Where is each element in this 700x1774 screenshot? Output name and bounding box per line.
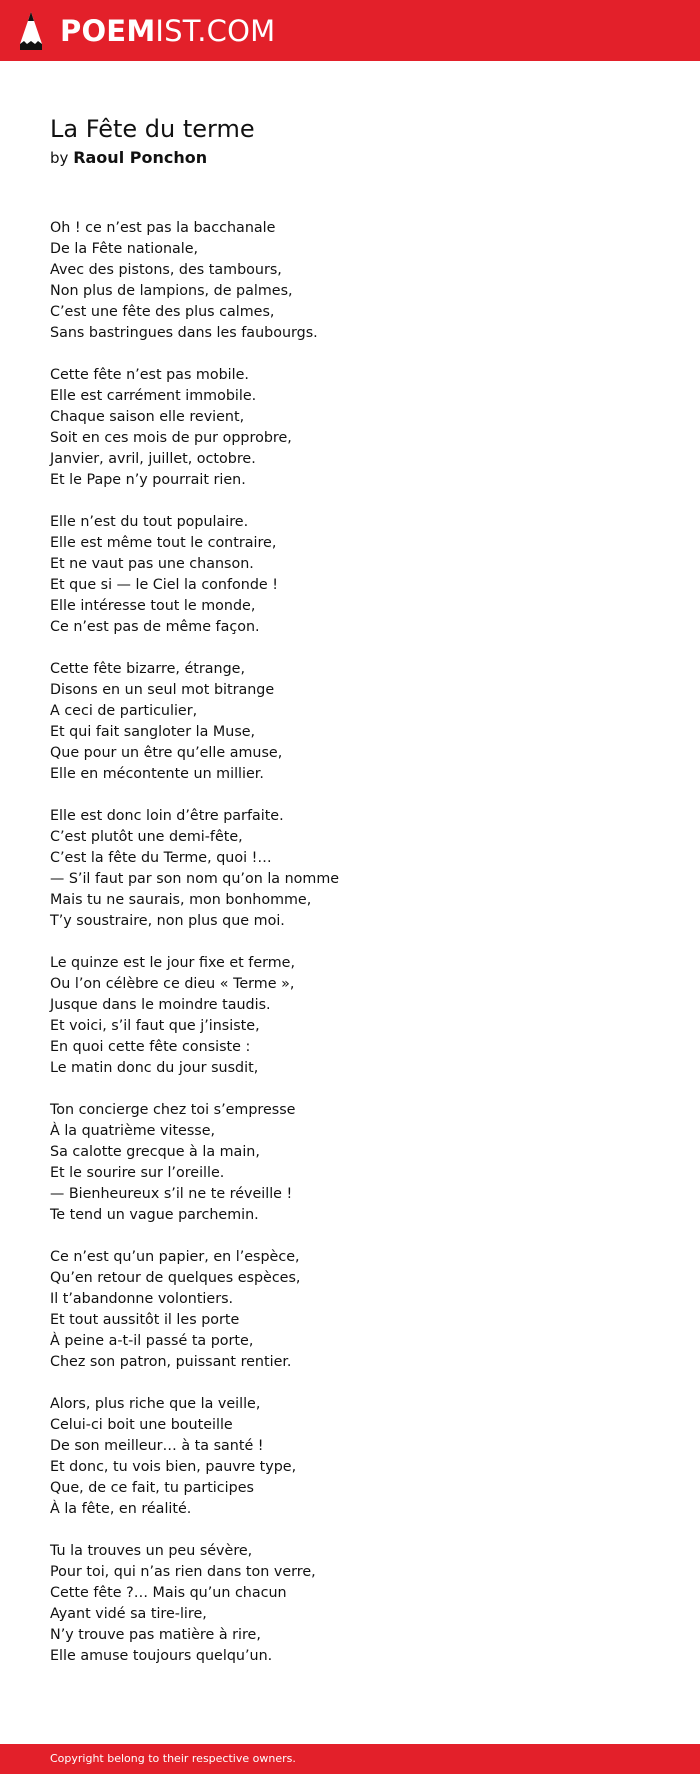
poem-stanza: [50, 365, 670, 491]
poem-title: La Fête du terme: [50, 115, 255, 143]
poem-line: — S’il faut par son nom qu’on la nomme: [50, 871, 340, 887]
poem-stanza: [50, 1541, 670, 1667]
poem-line: Mais tu ne saurais, mon bonhomme,: [50, 892, 312, 908]
poem-line: Elle intéresse tout le monde,: [50, 598, 256, 614]
copyright-notice: Copyright belong to their respective owners.: [50, 1752, 296, 1765]
poem-line: Ce n’est qu’un papier, en l’espèce,: [50, 1249, 300, 1265]
poem-line: C’est une fête des plus calmes,: [50, 304, 275, 320]
poem-line: C’est plutôt une demi-fête,: [50, 829, 243, 845]
byline-prefix: by: [50, 149, 69, 167]
poem-stanza: [50, 1100, 670, 1226]
poem-line: C’est la fête du Terme, quoi !…: [50, 850, 272, 866]
poem-line: Et ne vaut pas une chanson.: [50, 556, 254, 572]
poem-stanza: [50, 806, 670, 932]
poem-line: À la fête, en réalité.: [50, 1501, 192, 1517]
poem-line: Et qui fait sangloter la Muse,: [50, 724, 256, 740]
poem-line: En quoi cette fête consiste :: [50, 1039, 251, 1055]
logo-light-part: IST.COM: [155, 14, 276, 48]
logo-bold-part: POEM: [60, 14, 156, 48]
poem-line: Elle est carrément immobile.: [50, 388, 257, 404]
poem-line: Et le Pape n’y pourrait rien.: [50, 472, 246, 488]
poem-line: Soit en ces mois de pur opprobre,: [50, 430, 292, 446]
poem-line: À peine a-t-il passé ta porte,: [50, 1333, 254, 1349]
poem-line: N’y trouve pas matière à rire,: [50, 1627, 261, 1643]
poem-line: Cette fête bizarre, étrange,: [50, 661, 246, 677]
poem-stanza: [50, 218, 670, 344]
poem-line: Et que si — le Ciel la confonde !: [50, 577, 278, 593]
poem-line: Celui-ci boit une bouteille: [50, 1417, 233, 1433]
poem-line: Ce n’est pas de même façon.: [50, 619, 260, 635]
pencil-tip-icon: [18, 10, 44, 52]
poem-line: Avec des pistons, des tambours,: [50, 262, 282, 278]
poem-line: Disons en un seul mot bitrange: [50, 682, 275, 698]
poem-stanza: [50, 1247, 670, 1373]
site-logo-link[interactable]: [18, 10, 275, 52]
poem-line: De la Fête nationale,: [50, 241, 199, 257]
poem-line: Elle amuse toujours quelqu’un.: [50, 1648, 273, 1664]
poem-line: Que, de ce fait, tu participes: [50, 1480, 254, 1496]
poem-line: Non plus de lampions, de palmes,: [50, 283, 293, 299]
poem-line: Le quinze est le jour fixe et ferme,: [50, 955, 296, 971]
poem-line: De son meilleur… à ta santé !: [50, 1438, 264, 1454]
poem-line: Et tout aussitôt il les porte: [50, 1312, 240, 1328]
poem-line: Elle est donc loin d’être parfaite.: [50, 808, 284, 824]
poem-line: Oh ! ce n’est pas la bacchanale: [50, 220, 276, 236]
poem-line: Elle est même tout le contraire,: [50, 535, 277, 551]
poem-line: Sa calotte grecque à la main,: [50, 1144, 260, 1160]
poem-line: Janvier, avril, juillet, octobre.: [50, 451, 256, 467]
poem-line: Il t’abandonne volontiers.: [50, 1291, 234, 1307]
poem-line: Et voici, s’il faut que j’insiste,: [50, 1018, 260, 1034]
poem-line: Et le sourire sur l’oreille.: [50, 1165, 225, 1181]
poem-line: Pour toi, qui n’as rien dans ton verre,: [50, 1564, 316, 1580]
site-header: [0, 0, 700, 61]
poem-line: Te tend un vague parchemin.: [50, 1207, 259, 1223]
poem-line: Chaque saison elle revient,: [50, 409, 245, 425]
site-logo-text: [60, 10, 275, 52]
poem-line: Ou l’on célèbre ce dieu « Terme »,: [50, 976, 295, 992]
poem-stanza: [50, 1394, 670, 1520]
poem-line: — Bienheureux s’il ne te réveille !: [50, 1186, 293, 1202]
poem-line: Et donc, tu vois bien, pauvre type,: [50, 1459, 297, 1475]
poem-line: Ton concierge chez toi s’empresse: [50, 1102, 296, 1118]
poem-line: Sans bastringues dans les faubourgs.: [50, 325, 318, 341]
poem-line: Tu la trouves un peu sévère,: [50, 1543, 253, 1559]
poem-body: [50, 218, 670, 1688]
poem-line: Ayant vidé sa tire-lire,: [50, 1606, 207, 1622]
poem-line: À la quatrième vitesse,: [50, 1123, 216, 1139]
poem-stanza: [50, 659, 670, 785]
poem-line: Alors, plus riche que la veille,: [50, 1396, 261, 1412]
poem-line: A ceci de particulier,: [50, 703, 198, 719]
poem-stanza: [50, 512, 670, 638]
site-footer: [0, 1744, 700, 1774]
poem-line: Elle en mécontente un millier.: [50, 766, 264, 782]
poem-line: T’y soustraire, non plus que moi.: [50, 913, 285, 929]
poem-author: Raoul Ponchon: [73, 148, 208, 167]
poem-line: Le matin donc du jour susdit,: [50, 1060, 259, 1076]
poem-line: Cette fête ?… Mais qu’un chacun: [50, 1585, 287, 1601]
poem-line: Elle n’est du tout populaire.: [50, 514, 249, 530]
poem-line: Que pour un être qu’elle amuse,: [50, 745, 283, 761]
poem-line: Chez son patron, puissant rentier.: [50, 1354, 292, 1370]
poem-line: Qu’en retour de quelques espèces,: [50, 1270, 301, 1286]
poem-stanza: [50, 953, 670, 1079]
poem-line: Cette fête n’est pas mobile.: [50, 367, 249, 383]
poem-byline: [50, 148, 207, 168]
poem-line: Jusque dans le moindre taudis.: [50, 997, 271, 1013]
